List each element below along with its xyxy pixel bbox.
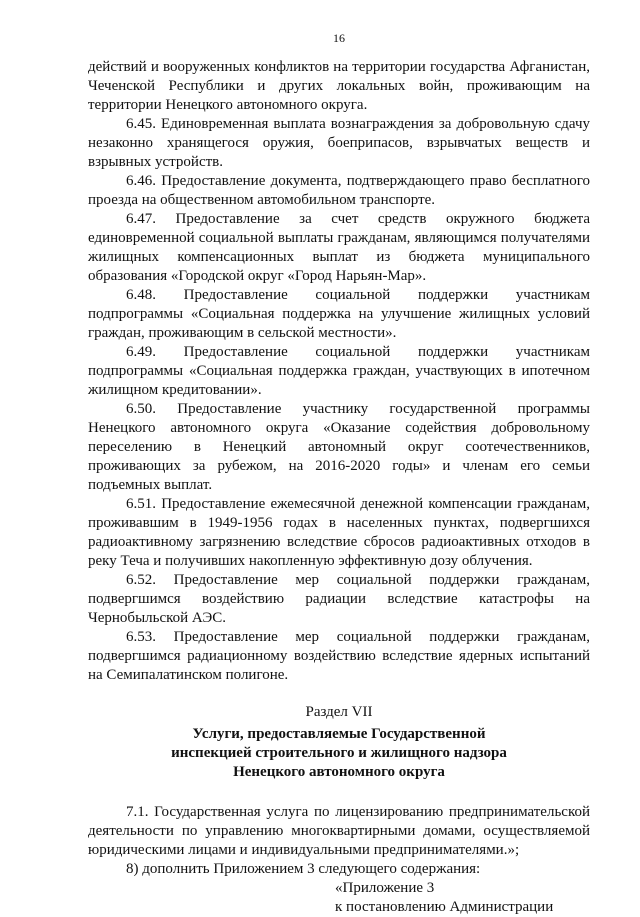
- paragraph-6-46: 6.46. Предоставление документа, подтверждающего право бесплатного проезда на общественном автомобильном транспорте.: [88, 173, 590, 208]
- section-title-line: инспекцией строительного и жилищного надзора: [171, 745, 507, 761]
- document-body: [88, 58, 590, 917]
- appendix-reference: [335, 879, 590, 917]
- section-label: Раздел VII: [305, 704, 373, 720]
- paragraph-list: [88, 58, 590, 685]
- appendix-subtitle: к постановлению Администрации: [335, 899, 554, 915]
- paragraph-6-49: 6.49. Предоставление социальной поддержки участникам подпрограммы «Социальная поддержка граждан, участвующих в ипотечном жилищном кредитовании».: [88, 344, 590, 398]
- paragraph-6-50: 6.50. Предоставление участнику государственной программы Ненецкого автономного округа «Оказание содействия добровольному переселению в Ненецкий автономный округ соотечественников, проживающих за рубежом, на 2016-2020 годы» и членам его семьи подъемных выплат.: [88, 401, 590, 493]
- appendix-title: «Приложение 3: [335, 880, 435, 896]
- section-title-line: Услуги, предоставляемые Государственной: [192, 726, 486, 742]
- paragraph-6-53: 6.53. Предоставление мер социальной поддержки гражданам, подвергшимся радиационному воздействию вследствие ядерных испытаний на Семипалатинском полигоне.: [88, 629, 590, 683]
- paragraph-6-51: 6.51. Предоставление ежемесячной денежной компенсации гражданам, проживавшим в 1949-1956 годах в населенных пунктах, подвергшихся радиоактивному загрязнению вследствие сбросов радиоактивных отходов в реку Теча и получивших накопленную эффективную дозу облучения.: [88, 496, 590, 569]
- page-number: 16: [333, 31, 345, 45]
- paragraph-6-52: 6.52. Предоставление мер социальной поддержки гражданам, подвергшимся воздействию радиации вследствие катастрофы на Чернобыльской АЭС.: [88, 572, 590, 626]
- paragraph: действий и вооруженных конфликтов на территории государства Афганистан, Чеченской Республики и других локальных войн, проживающим на территории Ненецкого автономного округа.: [88, 59, 590, 113]
- paragraph-6-45: 6.45. Единовременная выплата вознаграждения за добровольную сдачу незаконно хранящегося оружия, боеприпасов, взрывчатых веществ и взрывных устройств.: [88, 116, 590, 170]
- paragraph-6-48: 6.48. Предоставление социальной поддержки участникам подпрограммы «Социальная поддержка на улучшение жилищных условий граждан, проживающим в сельской местности».: [88, 287, 590, 341]
- paragraph-amendment-8: 8) дополнить Приложением 3 следующего содержания:: [126, 861, 481, 877]
- paragraph-6-47: 6.47. Предоставление за счет средств окружного бюджета единовременной социальной выплаты гражданам, являющимся получателями жилищных компенсационных выплат из бюджета муниципального образования «Городской округ «Город Нарьян-Мар».: [88, 211, 590, 284]
- closing-paragraphs: [88, 803, 590, 879]
- section-title-line: Ненецкого автономного округа: [233, 764, 445, 780]
- paragraph-7-1: 7.1. Государственная услуга по лицензированию предпринимательской деятельности по управлению многоквартирными домами, осуществляемой юридическими лицами и индивидуальными предпринимателями.»;: [88, 804, 590, 858]
- section-heading: [88, 703, 590, 782]
